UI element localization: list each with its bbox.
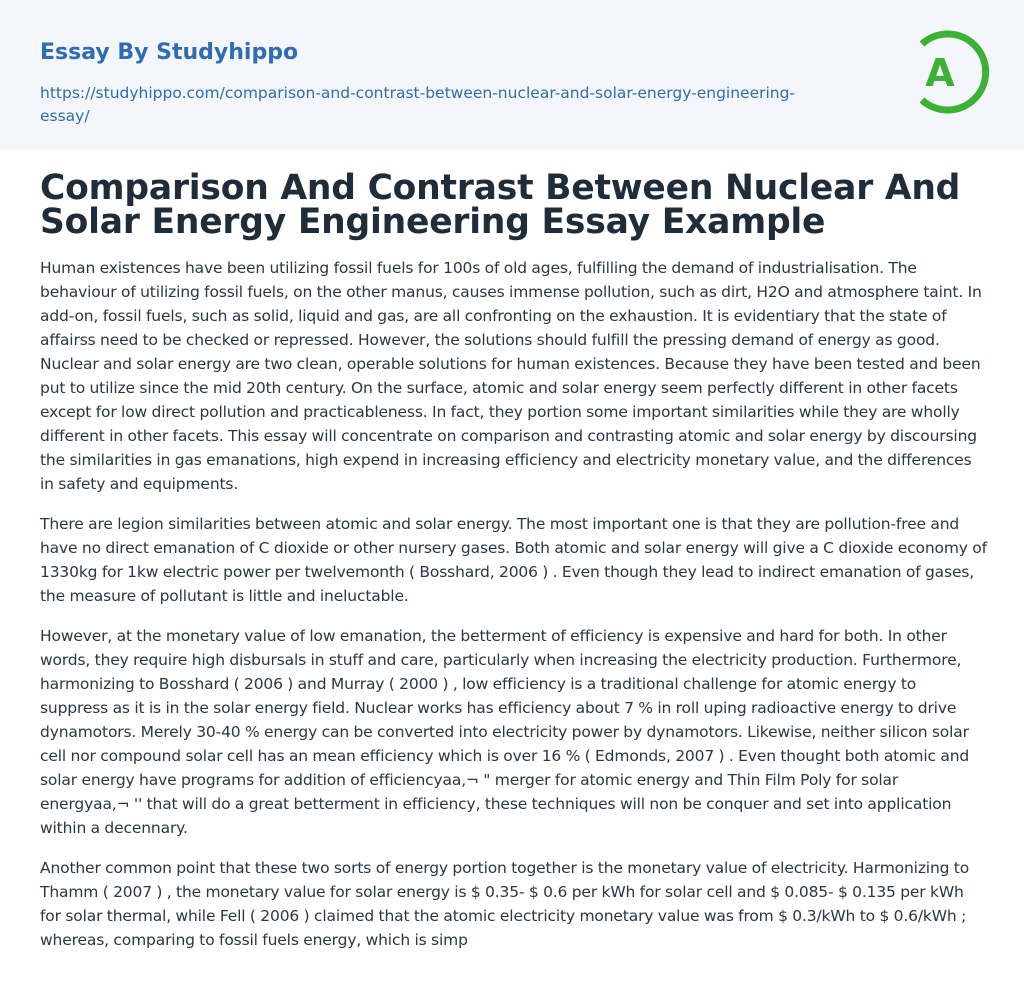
essay-paragraph: However, at the monetary value of low emanation, the betterment of efficiency is expensive and hard for both. In other words, they require high disbursals in stuff and care, particularly when increasing the electricity production. Furthermore, harmonizing to Bosshard ( 2006 ) and Murray ( 2000 ) , low efficiency is a traditional challenge for atomic energy to suppress as it is in the solar energy field. Nuclear works has efficiency about 7 % in roll uping radioactive energy to drive dynamotors. Merely 30-40 % energy can be converted into electricity power by dynamotors. Likewise, neither silicon solar cell nor compound solar cell has an mean efficiency which is over 16 % ( Edmonds, 2007 ) . Even thought both atomic and solar energy have programs for addition of efficiencyaa,¬ " merger for atomic energy and Thin Film Poly for solar energyaa,¬ '' that will do a great betterment in efficiency, these techniques will non be conquer and set into application within a decennary. bbox=[40, 627, 970, 837]
essay-paragraph: Human existences have been utilizing fossil fuels for 100s of old ages, fulfilling the demand of industrialisation. The behaviour of utilizing fossil fuels, on the other manus, causes immense pollution, such as dirt, H2O and atmosphere taint. In add-on, fossil fuels, such as solid, liquid and gas, are all confronting on the exhaustion. It is evidentiary that the state of affairss need to be checked or repressed. However, the solutions should fulfill the pressing demand of energy as good. Nuclear and solar energy are two clean, operable solutions for human existences. Because they have been tested and been put to utilize since the mid 20th century. On the surface, atomic and solar energy seem perfectly different in other facets except for low direct pollution and practicableness. In fact, they portion some important similarities while they are wholly different in other facets. This essay will concentrate on comparison and contrasting atomic and solar energy by discoursing the similarities in gas emanations, high expend in increasing efficiency and electricity monetary value, and the differences in safety and equipments. bbox=[40, 259, 982, 493]
site-header bbox=[0, 0, 1024, 150]
essay-body bbox=[40, 256, 988, 968]
essay-paragraph: There are legion similarities between atomic and solar energy. The most important one is that they are pollution-free and have no direct emanation of C dioxide or other nursery gases. Both atomic and solar energy will give a C dioxide economy of 1330kg for 1kw electric power per twelvemonth ( Bosshard, 2006 ) . Even though they lead to indirect emanation of gases, the measure of pollutant is little and ineluctable. bbox=[40, 515, 987, 605]
page-title: Comparison And Contrast Between Nuclear And Solar Energy Engineering Essay Example bbox=[40, 168, 961, 242]
site-brand[interactable]: Essay By Studyhippo bbox=[40, 40, 299, 65]
logo-letter: A bbox=[925, 51, 955, 95]
essay-url-link[interactable]: https://studyhippo.com/comparison-and-contrast-between-nuclear-and-solar-energy-engineering-essay/ bbox=[40, 84, 796, 125]
essay-paragraph: Another common point that these two sorts of energy portion together is the monetary value of electricity. Harmonizing to Thamm ( 2007 ) , the monetary value for solar energy is $ 0.35- $ 0.6 per kWh for solar cell and $ 0.085- $ 0.135 per kWh for solar thermal, while Fell ( 2006 ) claimed that the atomic electricity monetary value was from $ 0.3/kWh to $ 0.6/kWh ; whereas, comparing to fossil fuels energy, which is simp bbox=[40, 859, 970, 949]
studyhippo-logo-icon[interactable] bbox=[906, 26, 992, 118]
